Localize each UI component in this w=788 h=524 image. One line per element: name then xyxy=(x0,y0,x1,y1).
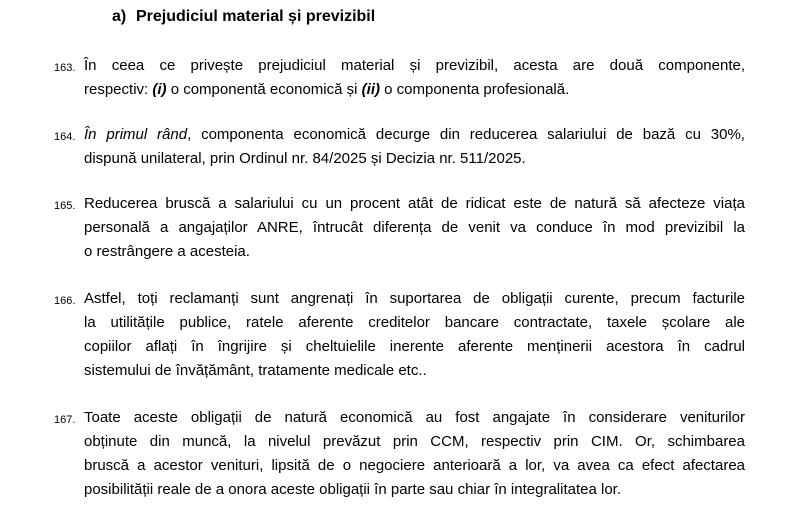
text-line xyxy=(84,406,745,430)
text-line xyxy=(84,78,745,102)
text-line xyxy=(84,335,745,359)
text-line xyxy=(84,216,745,240)
text-run: o restrângere a acesteia. xyxy=(84,243,250,260)
text-line xyxy=(84,430,745,454)
text-line xyxy=(84,54,745,78)
text-line xyxy=(84,240,745,264)
paragraph-number: 164. xyxy=(54,131,76,143)
paragraph-number: 167. xyxy=(54,414,76,426)
text-run: Reducerea bruscă a salariului cu un procent atât de ridicat este de natură să afecteze viața xyxy=(84,195,745,212)
text-line xyxy=(84,123,745,147)
paragraph-number: 166. xyxy=(54,295,76,307)
paragraph-text xyxy=(84,406,745,502)
text-line xyxy=(84,311,745,335)
text-line xyxy=(84,359,745,383)
text-run: Astfel, toți reclamanți sunt angrenați în suportarea de obligații curente, precum facturile xyxy=(84,290,745,307)
text-run: dispună unilateral, prin Ordinul nr. 84/2025 și Decizia nr. 511/2025. xyxy=(84,150,526,167)
text-run: la utilitățile publice, ratele aferente creditelor bancare contractate, taxele școlare ale xyxy=(84,314,745,331)
section-letter: a) xyxy=(112,8,127,25)
text-run: copiilor aflați în îngrijire și cheltuielile inerente aferente menținerii acestora în cadrul xyxy=(84,338,745,355)
text-run: personală a angajaților ANRE, întrucât diferența de venit va conduce în mod previzibil la xyxy=(84,219,745,236)
text-run: bruscă a acestor venituri, lipsită de o negociere anterioară a lor, va avea ca efect afectarea xyxy=(84,457,745,474)
paragraph-number: 165. xyxy=(54,200,76,212)
text-run: Toate aceste obligații de natură economică au fost angajate în considerare veniturilor xyxy=(84,409,745,426)
text-run: respectiv: xyxy=(84,81,153,98)
text-run: o componenta profesională. xyxy=(379,81,570,98)
section-heading xyxy=(112,8,375,26)
section-title: Prejudiciul material și previzibil xyxy=(136,8,376,25)
text-line xyxy=(84,478,745,502)
text-line xyxy=(84,192,745,216)
text-run: , componenta economică decurge din reducerea salariului de bază cu 30%, xyxy=(187,126,745,143)
paragraph-number: 163. xyxy=(54,62,76,74)
text-line xyxy=(84,454,745,478)
text-run: sistemului de învățământ, tratamente medicale etc.. xyxy=(84,362,427,379)
text-run: posibilității reale de a onora aceste obligații în parte sau chiar în integralitatea lor. xyxy=(84,481,621,498)
paragraph-text xyxy=(84,287,745,383)
text-line xyxy=(84,147,745,171)
paragraph-text xyxy=(84,123,745,171)
text-line xyxy=(84,287,745,311)
roman-numeral-i: (i) xyxy=(152,81,167,98)
text-run: o componentă economică și xyxy=(166,81,362,98)
paragraph-text xyxy=(84,54,745,102)
paragraph-text xyxy=(84,192,745,264)
roman-numeral-ii: (ii) xyxy=(361,81,380,98)
italic-phrase: În primul rând xyxy=(84,126,188,143)
text-run: În ceea ce privește prejudiciul material și previzibil, acesta are două componente, xyxy=(84,57,745,74)
text-run: obținute din muncă, la nivelul prevăzut prin CCM, respectiv prin CIM. Or, schimbarea xyxy=(84,433,745,450)
